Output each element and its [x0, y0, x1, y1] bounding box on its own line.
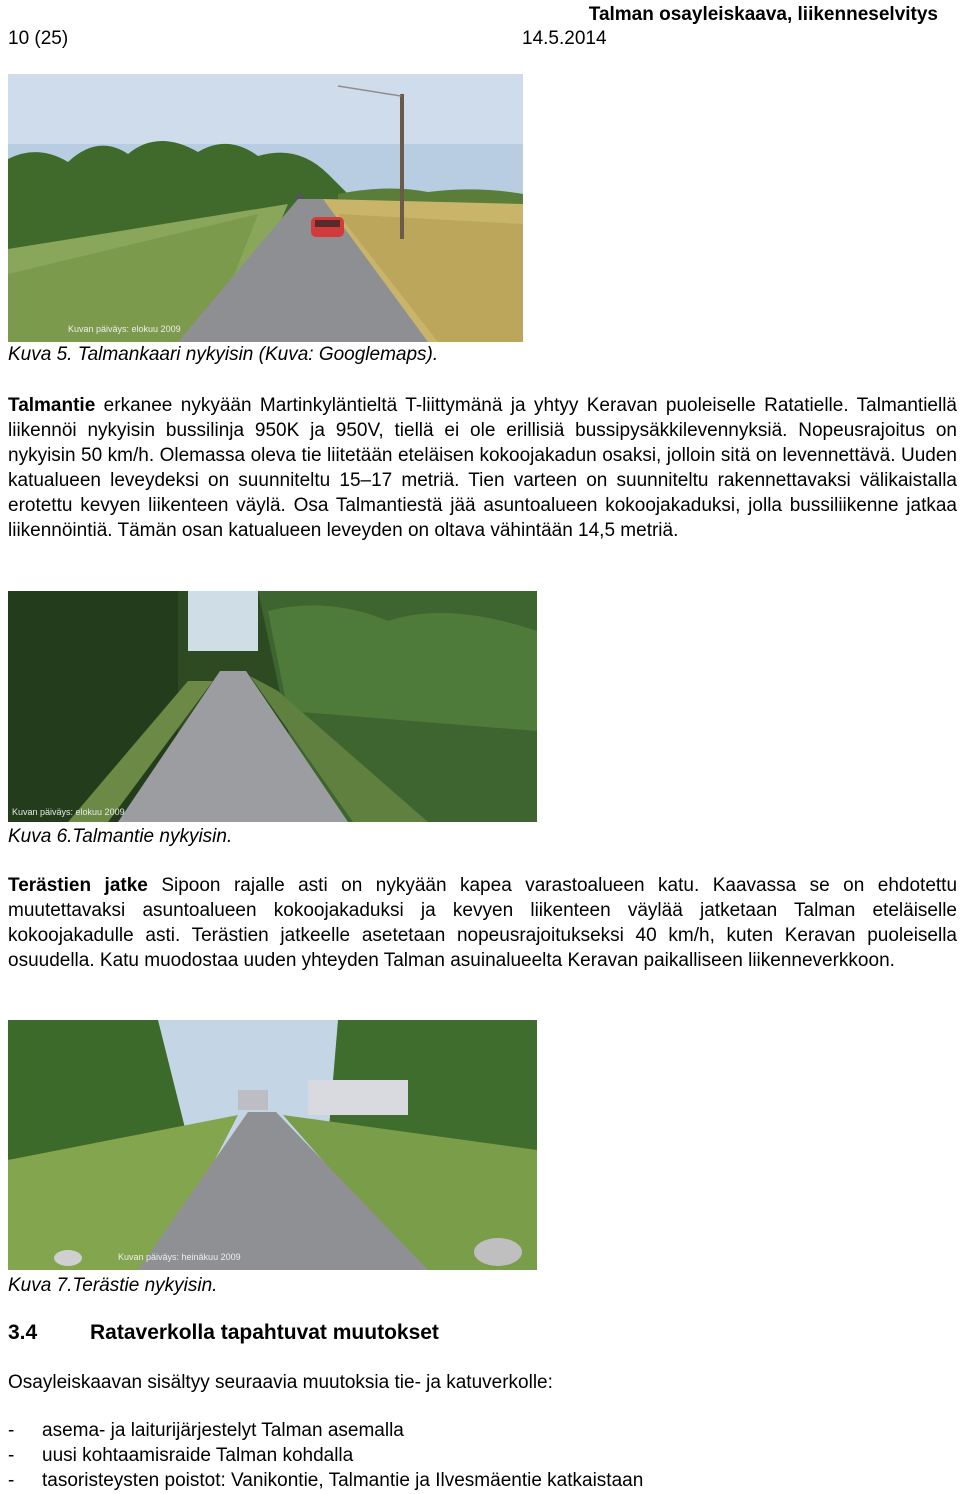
section-title: Rataverkolla tapahtuvat muutokset: [90, 1321, 439, 1344]
intro-text: Osayleiskaavan sisältyy seuraavia muutoksia tie- ja katuverkolle:: [8, 1372, 553, 1393]
list-item-text: asema- ja laiturijärjestelyt Talman asemalla: [42, 1420, 404, 1441]
changes-list: [8, 1418, 643, 1493]
list-item: [8, 1443, 643, 1468]
photo-watermark: Kuvan päiväys: heinäkuu 2009: [118, 1252, 241, 1262]
paragraph-terastie: [8, 873, 957, 973]
list-dash: -: [8, 1445, 15, 1466]
document-date: 14.5.2014: [522, 28, 607, 49]
photo-watermark: Kuvan päiväys: elokuu 2009: [68, 324, 181, 334]
list-item-text: tasoristeysten poistot: Vanikontie, Talmantie ja Ilvesmäentie katkaistaan: [42, 1470, 644, 1491]
list-dash: -: [8, 1470, 15, 1491]
document-title: Talman osayleiskaava, liikenneselvitys: [588, 4, 938, 25]
paragraph-body: Sipoon rajalle asti on nykyään kapea varastoalueen katu. Kaavassa se on ehdotettu muutettavaksi asuntoalueen kokoojakaduksi ja kevyen liikenteen väylää jatketaan Talman eteläiselle kokoojakadulle asti. Terästien jatkeelle asetetaan nopeusrajoitukseksi 40 km/h, kuten Keravan puoleisella osuudella. Katu muodostaa uuden yhteyden Talman asuinalueelta Keravan paikalliseen liikenneverkkoon.: [8, 875, 958, 971]
list-item: [8, 1468, 643, 1493]
list-item: [8, 1418, 643, 1443]
section-number: 3.4: [8, 1321, 38, 1344]
caption-figure-7: Kuva 7.Terästie nykyisin.: [8, 1275, 218, 1296]
list-item-text: uusi kohtaamisraide Talman kohdalla: [42, 1445, 354, 1466]
paragraph-lead: Terästien jatke: [8, 875, 148, 896]
paragraph-lead: Talmantie: [8, 395, 96, 416]
photo-watermark: Kuvan päiväys: elokuu 2009: [12, 807, 125, 817]
photo-terastie: [8, 1020, 537, 1270]
photo-talmankaari: [8, 74, 523, 342]
paragraph-talmantie: [8, 393, 957, 543]
list-dash: -: [8, 1420, 15, 1441]
photo-talmantie: [8, 591, 537, 822]
caption-figure-5: Kuva 5. Talmankaari nykyisin (Kuva: Googlemaps).: [8, 344, 439, 365]
page-number: 10 (25): [8, 28, 69, 49]
section-heading: [8, 1321, 439, 1345]
paragraph-body: erkanee nykyään Martinkyläntieltä T-liittymänä ja yhtyy Keravan puoleiselle Ratatielle. Talmantiellä liikennöi nykyisin bussilinja 950K ja 950V, tiellä ei ole erillisiä bussipysäkkilevennyksiä. Nopeusrajoitus on nykyisin 50 km/h. Olemassa oleva tie liitetään eteläisen kokoojakadun osaksi, jolloin sitä on levennettävä. Uuden katualueen leveydeksi on suunniteltu 15–17 metriä. Tien varteen on suunniteltu rakennettavaksi välikaistalla erotettu kevyen liikenteen väylä. Osa Talmantiestä jää asuntoalueen kokoojakaduksi, jolla bussiliikenne jatkaa liikennöintiä. Tämän osan katualueen leveyden on oltava vähintään 14,5 metriä.: [8, 395, 957, 541]
caption-figure-6: Kuva 6.Talmantie nykyisin.: [8, 826, 233, 847]
